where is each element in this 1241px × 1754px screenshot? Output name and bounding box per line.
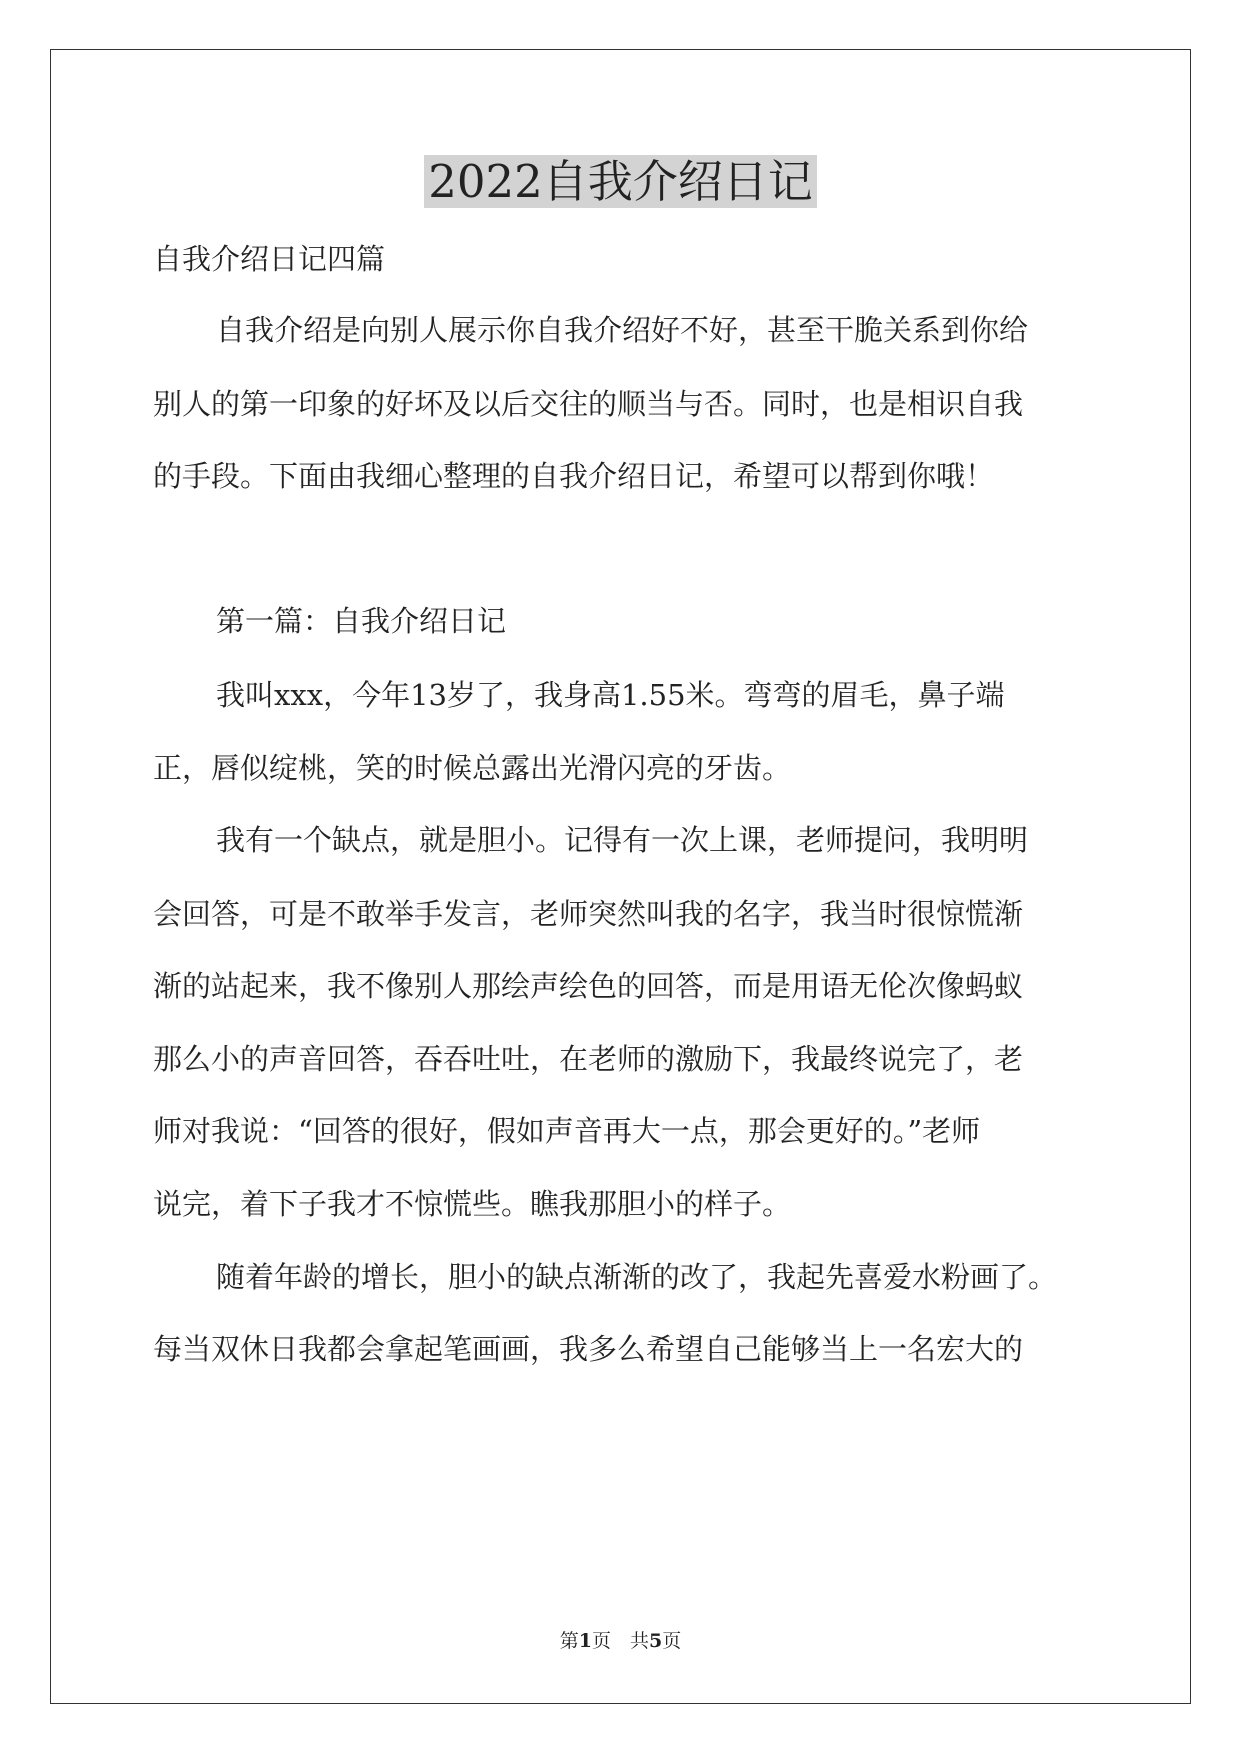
- footer-total-pages: 5: [649, 1630, 663, 1652]
- paragraph-line: 正，唇似绽桃，笑的时候总露出光滑闪亮的牙齿。: [153, 751, 792, 785]
- footer-mid: 页 共: [591, 1630, 649, 1652]
- document-body: [153, 0, 1093, 1600]
- footer-suffix: 页: [662, 1630, 682, 1652]
- intro-line: 别人的第一印象的好坏及以后交往的顺当与否。同时，也是相识自我: [153, 387, 1024, 421]
- paragraph-line: 我有一个缺点，就是胆小。记得有一次上课，老师提问，我明明: [216, 823, 1029, 857]
- page-footer: [0, 1628, 1241, 1654]
- subtitle: 自我介绍日记四篇: [153, 242, 386, 276]
- intro-line: 自我介绍是向别人展示你自我介绍好不好，甚至干脆关系到你给: [216, 313, 1029, 347]
- paragraph-line: 随着年龄的增长，胆小的缺点渐渐的改了，我起先喜爱水粉画了。: [216, 1260, 1058, 1294]
- paragraph-line: 那么小的声音回答，吞吞吐吐，在老师的激励下，我最终说完了，老: [153, 1042, 1024, 1076]
- section-heading: 第一篇：自我介绍日记: [216, 604, 507, 638]
- title-highlight: 2022自我介绍日记: [424, 155, 817, 208]
- footer-current-page: 1: [578, 1630, 592, 1652]
- paragraph-line: 渐的站起来，我不像别人那绘声绘色的回答，而是用语无伦次像蚂蚁: [153, 969, 1024, 1003]
- paragraph-line: 我叫xxx，今年13岁了，我身高1.55米。弯弯的眉毛，鼻子端: [216, 678, 1005, 712]
- paragraph-line: 说完，着下子我才不惊慌些。瞧我那胆小的样子。: [153, 1187, 792, 1221]
- paragraph-line: 每当双休日我都会拿起笔画画，我多么希望自己能够当上一名宏大的: [153, 1332, 1024, 1366]
- footer-prefix: 第: [559, 1630, 579, 1652]
- paragraph-line: 会回答，可是不敢举手发言，老师突然叫我的名字，我当时很惊慌渐: [153, 897, 1024, 931]
- paragraph-line: 师对我说：“回答的很好，假如声音再大一点，那会更好的。”老师: [153, 1114, 981, 1148]
- intro-line: 的手段。下面由我细心整理的自我介绍日记，希望可以帮到你哦！: [153, 459, 995, 493]
